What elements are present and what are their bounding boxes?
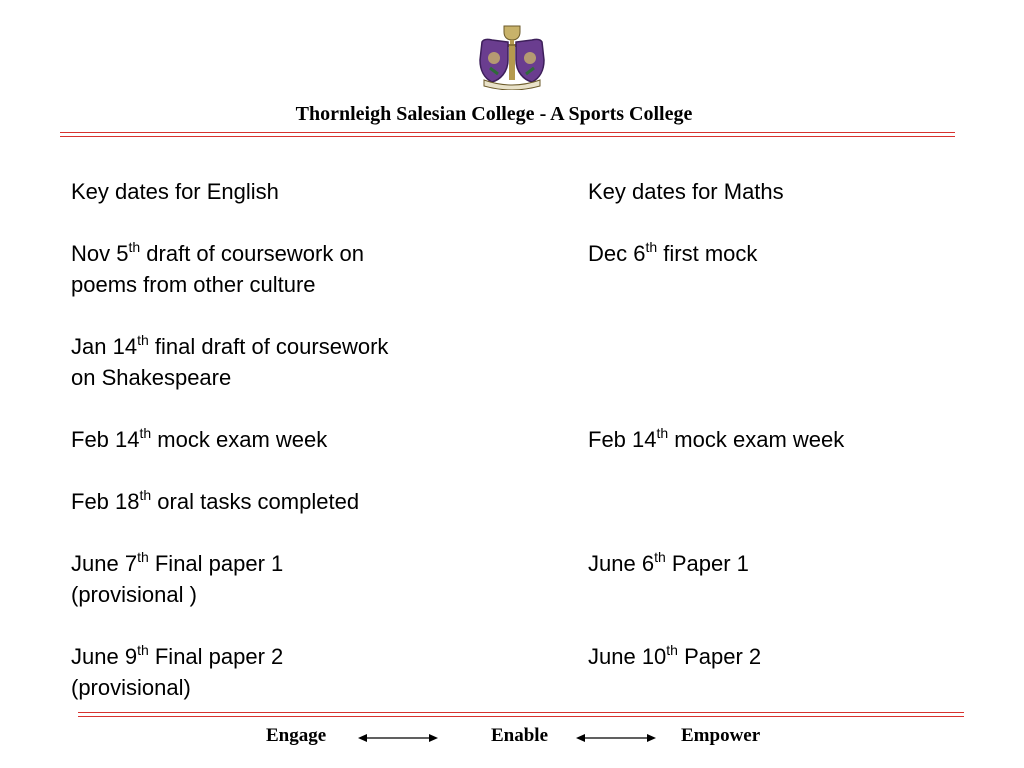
- list-item: June 9th Final paper 2: [71, 641, 284, 669]
- motto-engage: Engage: [266, 725, 327, 746]
- maths-heading: Key dates for Maths: [588, 179, 784, 204]
- footer-divider-bottom: [78, 716, 964, 717]
- maths-dates-column: [588, 176, 1008, 672]
- list-item: Nov 5th draft of coursework on: [71, 238, 364, 266]
- list-item: June 7th Final paper 1: [71, 548, 284, 576]
- list-item-continuation: on Shakespeare: [71, 365, 232, 390]
- list-item-continuation: poems from other culture: [71, 272, 316, 297]
- school-crest-icon: [476, 24, 548, 90]
- list-item: Feb 14th mock exam week: [71, 424, 328, 452]
- list-item: Feb 14th mock exam week: [588, 424, 845, 452]
- list-item: Dec 6th first mock: [588, 238, 758, 266]
- footer-divider-top: [78, 712, 964, 713]
- motto-enable: Enable: [491, 725, 549, 746]
- english-heading: Key dates for English: [71, 179, 279, 204]
- double-arrow-icon: [576, 732, 656, 744]
- header-divider-bottom: [60, 136, 955, 137]
- header-divider-top: [60, 132, 955, 133]
- list-item: Feb 18th oral tasks completed: [71, 486, 360, 514]
- english-dates-column: [71, 176, 491, 703]
- footer-motto: [0, 725, 1024, 751]
- list-item-continuation: (provisional): [71, 675, 191, 700]
- list-item-continuation: (provisional ): [71, 582, 197, 607]
- list-item: Jan 14th final draft of coursework: [71, 331, 389, 359]
- list-item: June 10th Paper 2: [588, 641, 762, 669]
- double-arrow-icon: [358, 732, 438, 744]
- list-item: June 6th Paper 1: [588, 548, 749, 576]
- motto-empower: Empower: [681, 725, 761, 746]
- college-title: Thornleigh Salesian College - A Sports College: [295, 103, 693, 125]
